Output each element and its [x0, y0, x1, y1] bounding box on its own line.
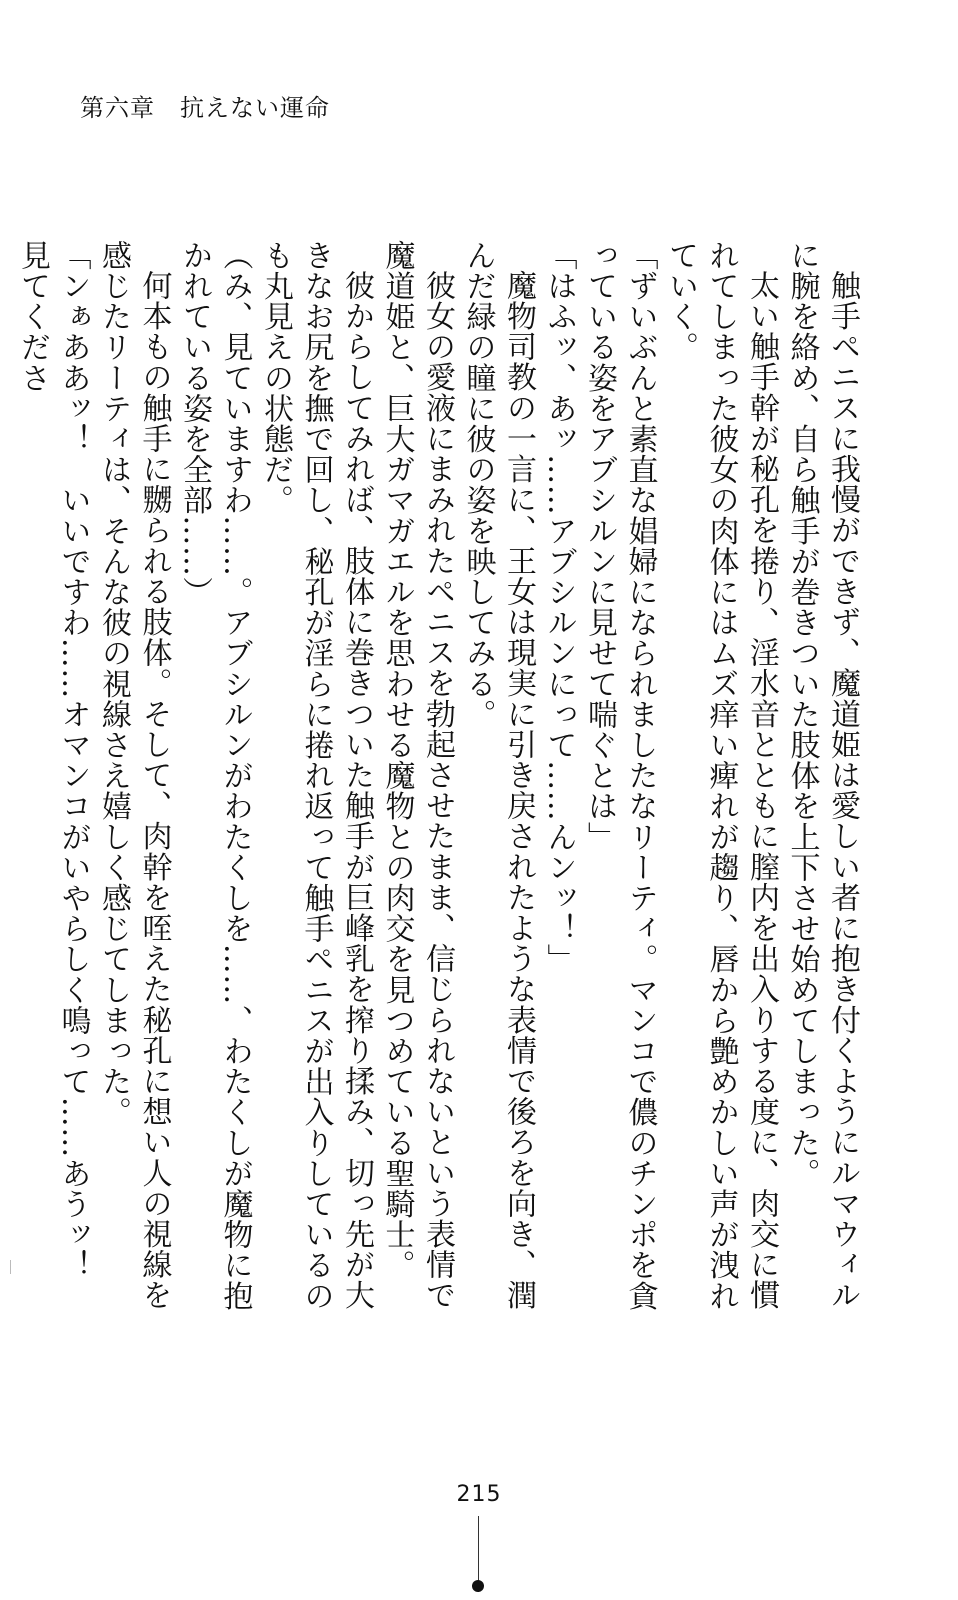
page-number: 215 [456, 1482, 502, 1507]
margin-mark [10, 1260, 11, 1274]
dialogue-paragraph: 「ンぁああッ！ いいですわ……オマンコがいやらしく鳴って……あうッ！ 見てくださ [15, 240, 91, 1312]
binding-dot-icon [472, 1580, 484, 1592]
chapter-title: 第六章 抗えない運命 [80, 94, 330, 122]
vertical-body-text [15, 240, 862, 1330]
paragraph: 何本もの触手に嬲られる肢体。そして、肉幹を咥えた秘孔に想い人の視線を感じたリーティは、そんな彼の視線さえ嬉しく感じてしまった。 [96, 240, 172, 1311]
dialogue-paragraph: 「ずいぶんと素直な娼婦になられましたなリーティ。マンコで儂のチンポを貪っている姿をアブシルンに見せて喘ぐとは」 [582, 240, 658, 1311]
paragraph: 彼女の愛液にまみれたペニスを勃起させたまま、信じられないという表情で魔道姫と、巨大ガマガエルを思わせる魔物との肉交を見つめている聖騎士。 [379, 240, 455, 1311]
dialogue-paragraph: 「はふッ、あッ……アブシルンにって……んンッ！」 [541, 240, 577, 975]
paragraph: 触手ペニスに我慢ができず、魔道姫は愛しい者に抱き付くようにルマウィルに腕を絡め、自ら触手が巻きついた肢体を上下させ始めてしまった。 [784, 240, 860, 1311]
inner-thought-paragraph: （み、見ていますわ……。アブシルンがわたくしを……、わたくしが魔物に抱かれている姿を全部……） [177, 240, 253, 1311]
paragraph: 太い触手幹が秘孔を捲り、淫水音とともに膣内を出入りする度に、肉交に慣れてしまった彼女の肉体にはムズ痒い痺れが趨り、唇から艶めかしい声が洩れていく。 [663, 240, 779, 1311]
paragraph: 彼からしてみれば、肢体に巻きついた触手が巨峰乳を搾り揉み、切っ先が大きなお尻を撫で回し、秘孔が淫らに捲れ返って触手ペニスが出入りしているのも丸見えの状態だ。 [258, 240, 374, 1311]
paragraph: 魔物司教の一言に、王女は現実に引き戻されたような表情で後ろを向き、潤んだ緑の瞳に彼の姿を映してみる。 [460, 240, 536, 1311]
